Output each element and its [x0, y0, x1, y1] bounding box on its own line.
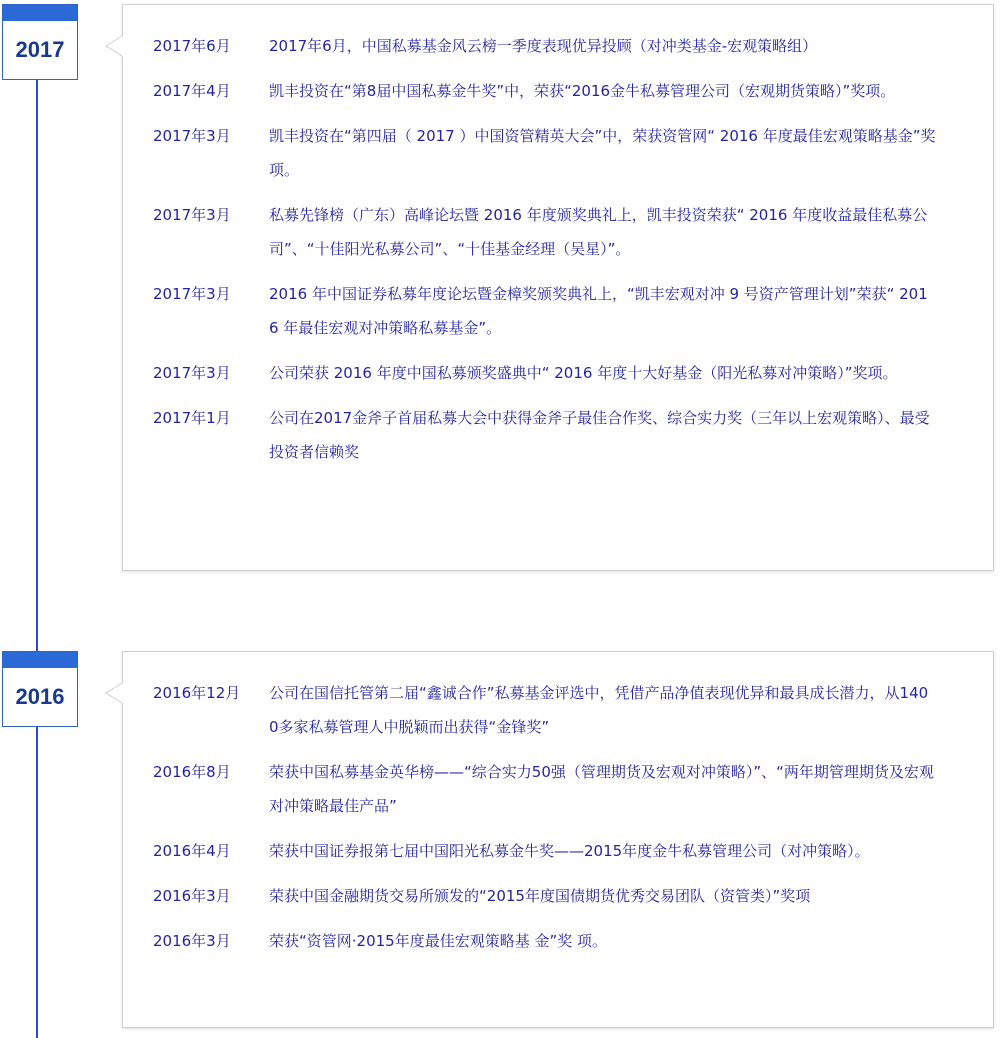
award-list — [123, 652, 993, 958]
award-date: 2017年6月 — [153, 37, 231, 55]
award-entry — [123, 277, 993, 345]
award-date: 2016年3月 — [153, 932, 231, 950]
award-description: 2017年6月，中国私募基金风云榜一季度表现优异投顾（对冲类基金-宏观策略组） — [269, 37, 818, 55]
card-pointer — [105, 682, 123, 704]
award-entry — [123, 834, 993, 868]
award-date: 2017年3月 — [153, 206, 231, 224]
awards-card-2017 — [122, 4, 994, 571]
award-description: 公司在2017金斧子首届私募大会中获得金斧子最佳合作奖、综合实力奖（三年以上宏观策略）、最受投资者信赖奖 — [269, 409, 930, 461]
awards-card-2016 — [122, 651, 994, 1028]
year-badge-header — [3, 5, 77, 21]
timeline-line — [36, 60, 38, 1038]
award-date: 2017年3月 — [153, 127, 231, 145]
award-entry — [123, 924, 993, 958]
award-entry — [123, 755, 993, 823]
award-description: 荣获中国证券报第七届中国阳光私募金牛奖——2015年度金牛私募管理公司（对冲策略）。 — [269, 842, 870, 860]
award-entry — [123, 401, 993, 469]
award-date: 2017年3月 — [153, 364, 231, 382]
award-description: 荣获“资管网·2015年度最佳宏观策略基 金”奖 项。 — [269, 932, 608, 950]
award-description: 凯丰投资在“第8届中国私募金牛奖”中，荣获“2016金牛私募管理公司（宏观期货策略）”奖项。 — [269, 82, 896, 100]
year-badge-2016 — [2, 651, 78, 727]
award-description: 荣获中国金融期货交易所颁发的“2015年度国债期货优秀交易团队（资管类）”奖项 — [269, 887, 811, 905]
award-date: 2016年3月 — [153, 887, 231, 905]
award-description: 2016 年中国证券私募年度论坛暨金樟奖颁奖典礼上，“凯丰宏观对冲 9 号资产管理计划”荣获“ 2016 年最佳宏观对冲策略私募基金”。 — [269, 285, 928, 337]
card-pointer — [105, 35, 123, 57]
award-entry — [123, 198, 993, 266]
award-description: 凯丰投资在“第四届（ 2017 ）中国资管精英大会”中，荣获资管网“ 2016 年度最佳宏观策略基金”奖项。 — [269, 127, 936, 179]
award-entry — [123, 74, 993, 108]
award-entry — [123, 29, 993, 63]
award-date: 2017年3月 — [153, 285, 231, 303]
award-description: 私募先锋榜（广东）高峰论坛暨 2016 年度颁奖典礼上，凯丰投资荣获“ 2016 年度收益最佳私募公司”、“十佳阳光私募公司”、“十佳基金经理（吴星）”。 — [269, 206, 928, 258]
award-entry — [123, 356, 993, 390]
award-description: 公司荣获 2016 年度中国私募颁奖盛典中“ 2016 年度十大好基金（阳光私募对冲策略）”奖项。 — [269, 364, 898, 382]
award-description: 公司在国信托管第二届“鑫诚合作”私募基金评选中，凭借产品净值表现优异和最具成长潜力，从1400多家私募管理人中脱颖而出获得“金锋奖” — [269, 684, 929, 736]
award-date: 2016年12月 — [153, 684, 241, 702]
award-date: 2017年4月 — [153, 82, 231, 100]
award-date: 2016年4月 — [153, 842, 231, 860]
award-date: 2017年1月 — [153, 409, 231, 427]
year-label: 2016 — [15, 684, 65, 709]
year-badge-2017 — [2, 4, 78, 80]
year-label: 2017 — [15, 37, 65, 62]
award-date: 2016年8月 — [153, 763, 231, 781]
award-list — [123, 5, 993, 469]
award-entry — [123, 676, 993, 744]
award-description: 荣获中国私募基金英华榜——“综合实力50强（管理期货及宏观对冲策略）”、“两年期管理期货及宏观对冲策略最佳产品” — [269, 763, 934, 815]
award-entry — [123, 119, 993, 187]
award-entry — [123, 879, 993, 913]
year-badge-header — [3, 652, 77, 668]
